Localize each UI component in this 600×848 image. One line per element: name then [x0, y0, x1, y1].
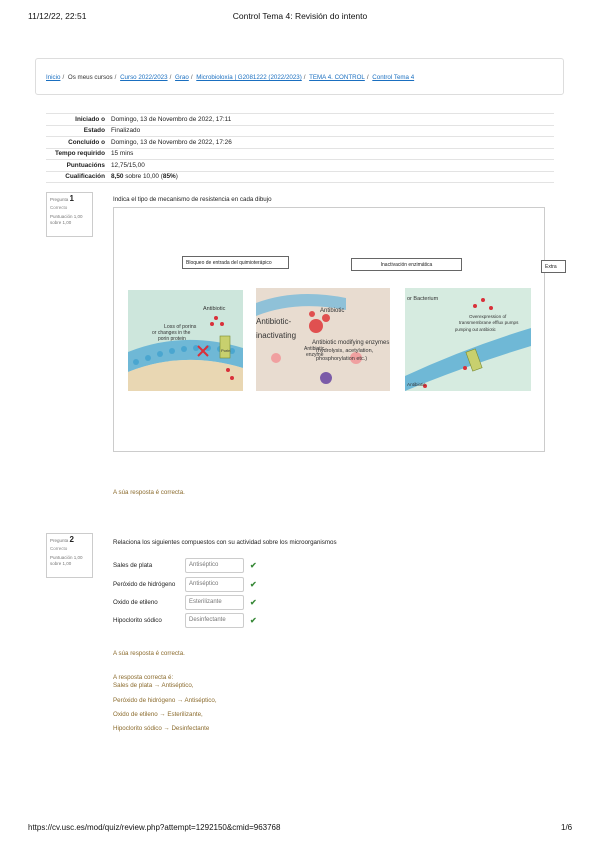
- question-state: Correcto: [50, 205, 68, 210]
- image-text: Loss of porins: [164, 324, 197, 330]
- summary-row-grade: [46, 171, 554, 184]
- question-state: Correcto: [50, 546, 68, 551]
- match-select[interactable]: Antiséptico: [185, 558, 244, 573]
- image-text: enzyme: [306, 352, 324, 358]
- question-1-info: [46, 192, 93, 237]
- breadcrumb-topic-link[interactable]: TEMA 4. CONTROL: [309, 74, 365, 81]
- breadcrumb-degree-link[interactable]: Grao: [175, 74, 189, 81]
- summary-row-state: [46, 125, 554, 137]
- image-text: phosphorylation etc.): [316, 356, 368, 362]
- match-label: Peróxido de hidrógeno: [113, 580, 176, 588]
- answer-line: Sales de plata → Antiséptico,: [113, 682, 194, 689]
- match-row-hydrogen-peroxide: [113, 576, 257, 592]
- question-2-info: [46, 533, 93, 578]
- image-text: Antibiotic: [407, 382, 426, 387]
- answer-line: Peróxido de hidrógeno → Antiséptico,: [113, 697, 217, 704]
- summary-key: Estado: [83, 127, 105, 135]
- question-2-feedback: A súa resposta é correcta.: [113, 650, 185, 657]
- image-text: inactivating: [256, 331, 297, 340]
- enzymatic-inactivation-illustration: [256, 288, 390, 391]
- summary-row-started: [46, 113, 554, 125]
- breadcrumb-container: [35, 58, 564, 95]
- summary-value: 15 mins: [111, 150, 134, 158]
- match-row-silver-salts: [113, 557, 257, 573]
- question-number: Pregunta 1: [50, 194, 74, 203]
- summary-value: Domingo, 13 de Novembro de 2022, 17:11: [111, 115, 232, 123]
- drop-label-enzymatic-inactivation[interactable]: Inactivación enzimática: [351, 258, 462, 271]
- image-text: or changes in the: [152, 330, 191, 336]
- summary-key: Puntuacións: [66, 161, 105, 169]
- breadcrumb: Inicio / Os meus cursos / Curso 2022/2023 / Grao / Microbioloxía | G2081222 (2022/2023) / TEMA 4. CONTROL / Control Tema 4: [46, 74, 415, 81]
- breadcrumb-course-year-link[interactable]: Curso 2022/2023: [120, 74, 168, 81]
- check-icon: ✔: [250, 579, 257, 589]
- answer-title: A resposta correcta é:: [113, 674, 174, 681]
- match-select[interactable]: Antiséptico: [185, 577, 244, 592]
- attempt-summary-table: [46, 113, 554, 183]
- breadcrumb-quiz-link[interactable]: Control Tema 4: [372, 74, 415, 81]
- summary-row-marks: [46, 159, 554, 171]
- image-text: Porin: [221, 348, 231, 353]
- porin-loss-illustration: [128, 290, 243, 391]
- match-select[interactable]: Esterilizante: [185, 595, 244, 610]
- answer-line: Hipoclorito sódico → Desinfectante: [113, 725, 210, 732]
- match-label: Oxido de etileno: [113, 598, 158, 606]
- check-icon: ✔: [250, 615, 257, 625]
- image-text: (hydrolysis, acetylation,: [316, 348, 374, 354]
- question-grade: Puntuación 1,00 sobre 1,00: [50, 555, 83, 566]
- breadcrumb-my-courses: Os meus cursos: [67, 74, 113, 81]
- question-2-text: Relaciona los siguientes compuestos con su actividad sobre los microorganismos: [113, 539, 337, 546]
- check-icon: ✔: [250, 597, 257, 607]
- image-text: or Bacterium: [407, 296, 439, 302]
- summary-value: Domingo, 13 de Novembro de 2022, 17:26: [111, 138, 232, 146]
- summary-value: 12,75/15,00: [111, 161, 145, 169]
- match-row-sodium-hypochlorite: [113, 612, 257, 628]
- print-url: https://cv.usc.es/mod/quiz/review.php?attempt=1292150&cmid=963768: [28, 823, 281, 832]
- summary-key: Tempo requirido: [55, 150, 105, 158]
- image-text: Antibiotic-: [256, 317, 292, 326]
- match-label: Sales de plata: [113, 561, 153, 569]
- summary-value: [111, 173, 178, 180]
- summary-key: Cualificación: [65, 173, 105, 181]
- match-label: Hipoclorito sódico: [113, 616, 162, 624]
- question-1-image-area: [113, 207, 545, 452]
- question-number: Pregunta 2: [50, 535, 74, 544]
- match-select[interactable]: Desinfectante: [185, 613, 244, 628]
- grade-text: sobre 10,00 (: [123, 173, 163, 181]
- image-text: Overexpression of: [469, 314, 507, 319]
- summary-row-completed: [46, 136, 554, 148]
- match-row-ethylene-oxide: [113, 594, 257, 610]
- grade-value: 8,50: [111, 173, 124, 181]
- image-text: Antibiotic modifying enzymes: [312, 340, 390, 346]
- question-1-text: Indica el tipo de mecanismo de resistencia en cada dibujo: [113, 196, 272, 203]
- question-1-feedback: A súa resposta é correcta.: [113, 489, 185, 496]
- image-text: Antibiotic: [320, 308, 345, 314]
- drop-label-efflux[interactable]: Extra: [541, 260, 566, 273]
- summary-key: Iniciado o: [75, 115, 105, 123]
- image-text: porin protein: [158, 336, 186, 342]
- grade-percent: 85%: [162, 173, 176, 181]
- image-text: transmembrane efflux pumps: [459, 320, 519, 325]
- question-2-right-answer: [113, 674, 217, 733]
- print-datetime: 11/12/22, 22:51: [28, 11, 87, 21]
- answer-line: Oxido de etileno → Esterilizante,: [113, 711, 203, 718]
- summary-value: Finalizado: [111, 127, 141, 135]
- image-text: Antibiotic: [203, 306, 226, 312]
- image-text: Antibiotic: [304, 346, 325, 352]
- question-grade: Puntuación 1,00 sobre 1,00: [50, 214, 83, 225]
- check-icon: ✔: [250, 560, 257, 570]
- drop-label-entry-blocking[interactable]: Bloqueo de entrada del quimioterápico: [182, 256, 289, 269]
- print-title: Control Tema 4: Revisión do intento: [232, 11, 368, 21]
- efflux-pump-illustration: [405, 288, 531, 391]
- breadcrumb-home-link[interactable]: Inicio: [46, 74, 61, 81]
- summary-key: Concluído o: [68, 138, 105, 146]
- grade-text-end: ): [175, 173, 178, 181]
- image-text: pumping out antibiotic: [455, 327, 496, 332]
- print-page-number: 1/6: [561, 823, 573, 832]
- summary-row-time: [46, 148, 554, 160]
- breadcrumb-subject-link[interactable]: Microbioloxía | G2081222 (2022/2023): [196, 74, 302, 81]
